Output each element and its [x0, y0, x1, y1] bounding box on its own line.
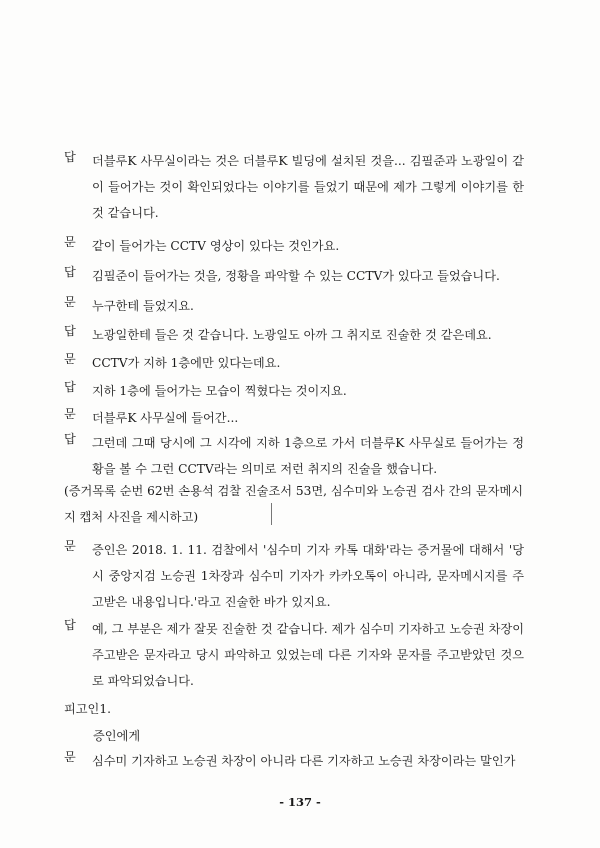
answer-block	[64, 148, 524, 226]
addressee-label: 증인에게	[93, 729, 141, 743]
qa-label: 답	[64, 618, 76, 632]
qa-text: 더블루K 사무실이라는 것은 더블루K 빌딩에 설치된 것을... 김필준과 노광일이 같이 들어가는 것이 확인되었다는 이야기를 들었기 때문에 제가 그렇게 이야기를 한 것 같습니다.	[92, 154, 524, 220]
answer-block	[64, 430, 524, 482]
page-number: - 137 -	[279, 795, 321, 809]
qa-label: 답	[64, 380, 76, 394]
qa-text: 누구한테 들었지요.	[92, 299, 194, 313]
answer-block	[64, 263, 524, 289]
scan-mark	[271, 503, 272, 525]
qa-label: 문	[64, 352, 76, 366]
qa-label: 문	[64, 539, 76, 553]
evidence-note: (증거목록 순번 62번 손용석 검찰 진술조서 53면, 심수미와 노승권 검사 간의 문자메시지 캡처 사진을 제시하고)	[64, 484, 523, 524]
question-block	[64, 350, 524, 376]
qa-text: 그런데 그때 당시에 그 시각에 지하 1층으로 가서 더블루K 사무실로 들어가는 정황을 볼 수 그런 CCTV라는 의미로 저런 취지의 진술을 했습니다.	[92, 436, 524, 476]
qa-text: 김필준이 들어가는 것을, 정황을 파악할 수 있는 CCTV가 있다고 들었습니다.	[92, 269, 500, 283]
qa-text: 더블루K 사무실에 들어간...	[92, 411, 239, 425]
question-block	[64, 748, 524, 774]
qa-text: 예, 그 부분은 제가 잘못 진술한 것 같습니다. 제가 심수미 기자하고 노승권 차장이 주고받은 문자라고 당시 파악하고 있었는데 다른 기자와 문자를 주고받았던 것으로 파악되었습니다.	[92, 622, 524, 688]
qa-label: 답	[64, 432, 76, 446]
qa-label: 문	[64, 235, 76, 249]
qa-label: 답	[64, 265, 76, 279]
question-block	[64, 537, 524, 615]
speaker-label: 피고인1.	[64, 702, 111, 716]
qa-text: 지하 1층에 들어가는 모습이 찍혔다는 것이지요.	[92, 384, 347, 398]
qa-text: 심수미 기자하고 노승권 차장이 아니라 다른 기자하고 노승권 차장이라는 말인가	[92, 754, 516, 768]
question-block	[64, 293, 524, 319]
question-block	[64, 405, 524, 431]
qa-label: 문	[64, 750, 76, 764]
answer-block	[64, 322, 524, 348]
qa-text: 같이 들어가는 CCTV 영상이 있다는 것인가요.	[92, 239, 340, 253]
qa-label: 문	[64, 407, 76, 421]
answer-block	[64, 616, 524, 694]
qa-label: 문	[64, 295, 76, 309]
qa-label: 답	[64, 324, 76, 338]
answer-block	[64, 378, 524, 404]
question-block	[64, 233, 524, 259]
qa-text: 증인은 2018. 1. 11. 검찰에서 '심수미 기자 카톡 대화'라는 증거물에 대해서 '당시 중앙지검 노승권 1차장과 심수미 기자가 카카오톡이 아니라, 문자메시지를 주고받은 내용입니다.'라고 진술한 바가 있지요.	[92, 543, 524, 609]
qa-text: CCTV가 지하 1층에만 있다는데요.	[92, 356, 281, 370]
qa-text: 노광일한테 들은 것 같습니다. 노광일도 아까 그 취지로 진술한 것 같은데요.	[92, 328, 492, 342]
qa-label: 답	[64, 150, 76, 164]
